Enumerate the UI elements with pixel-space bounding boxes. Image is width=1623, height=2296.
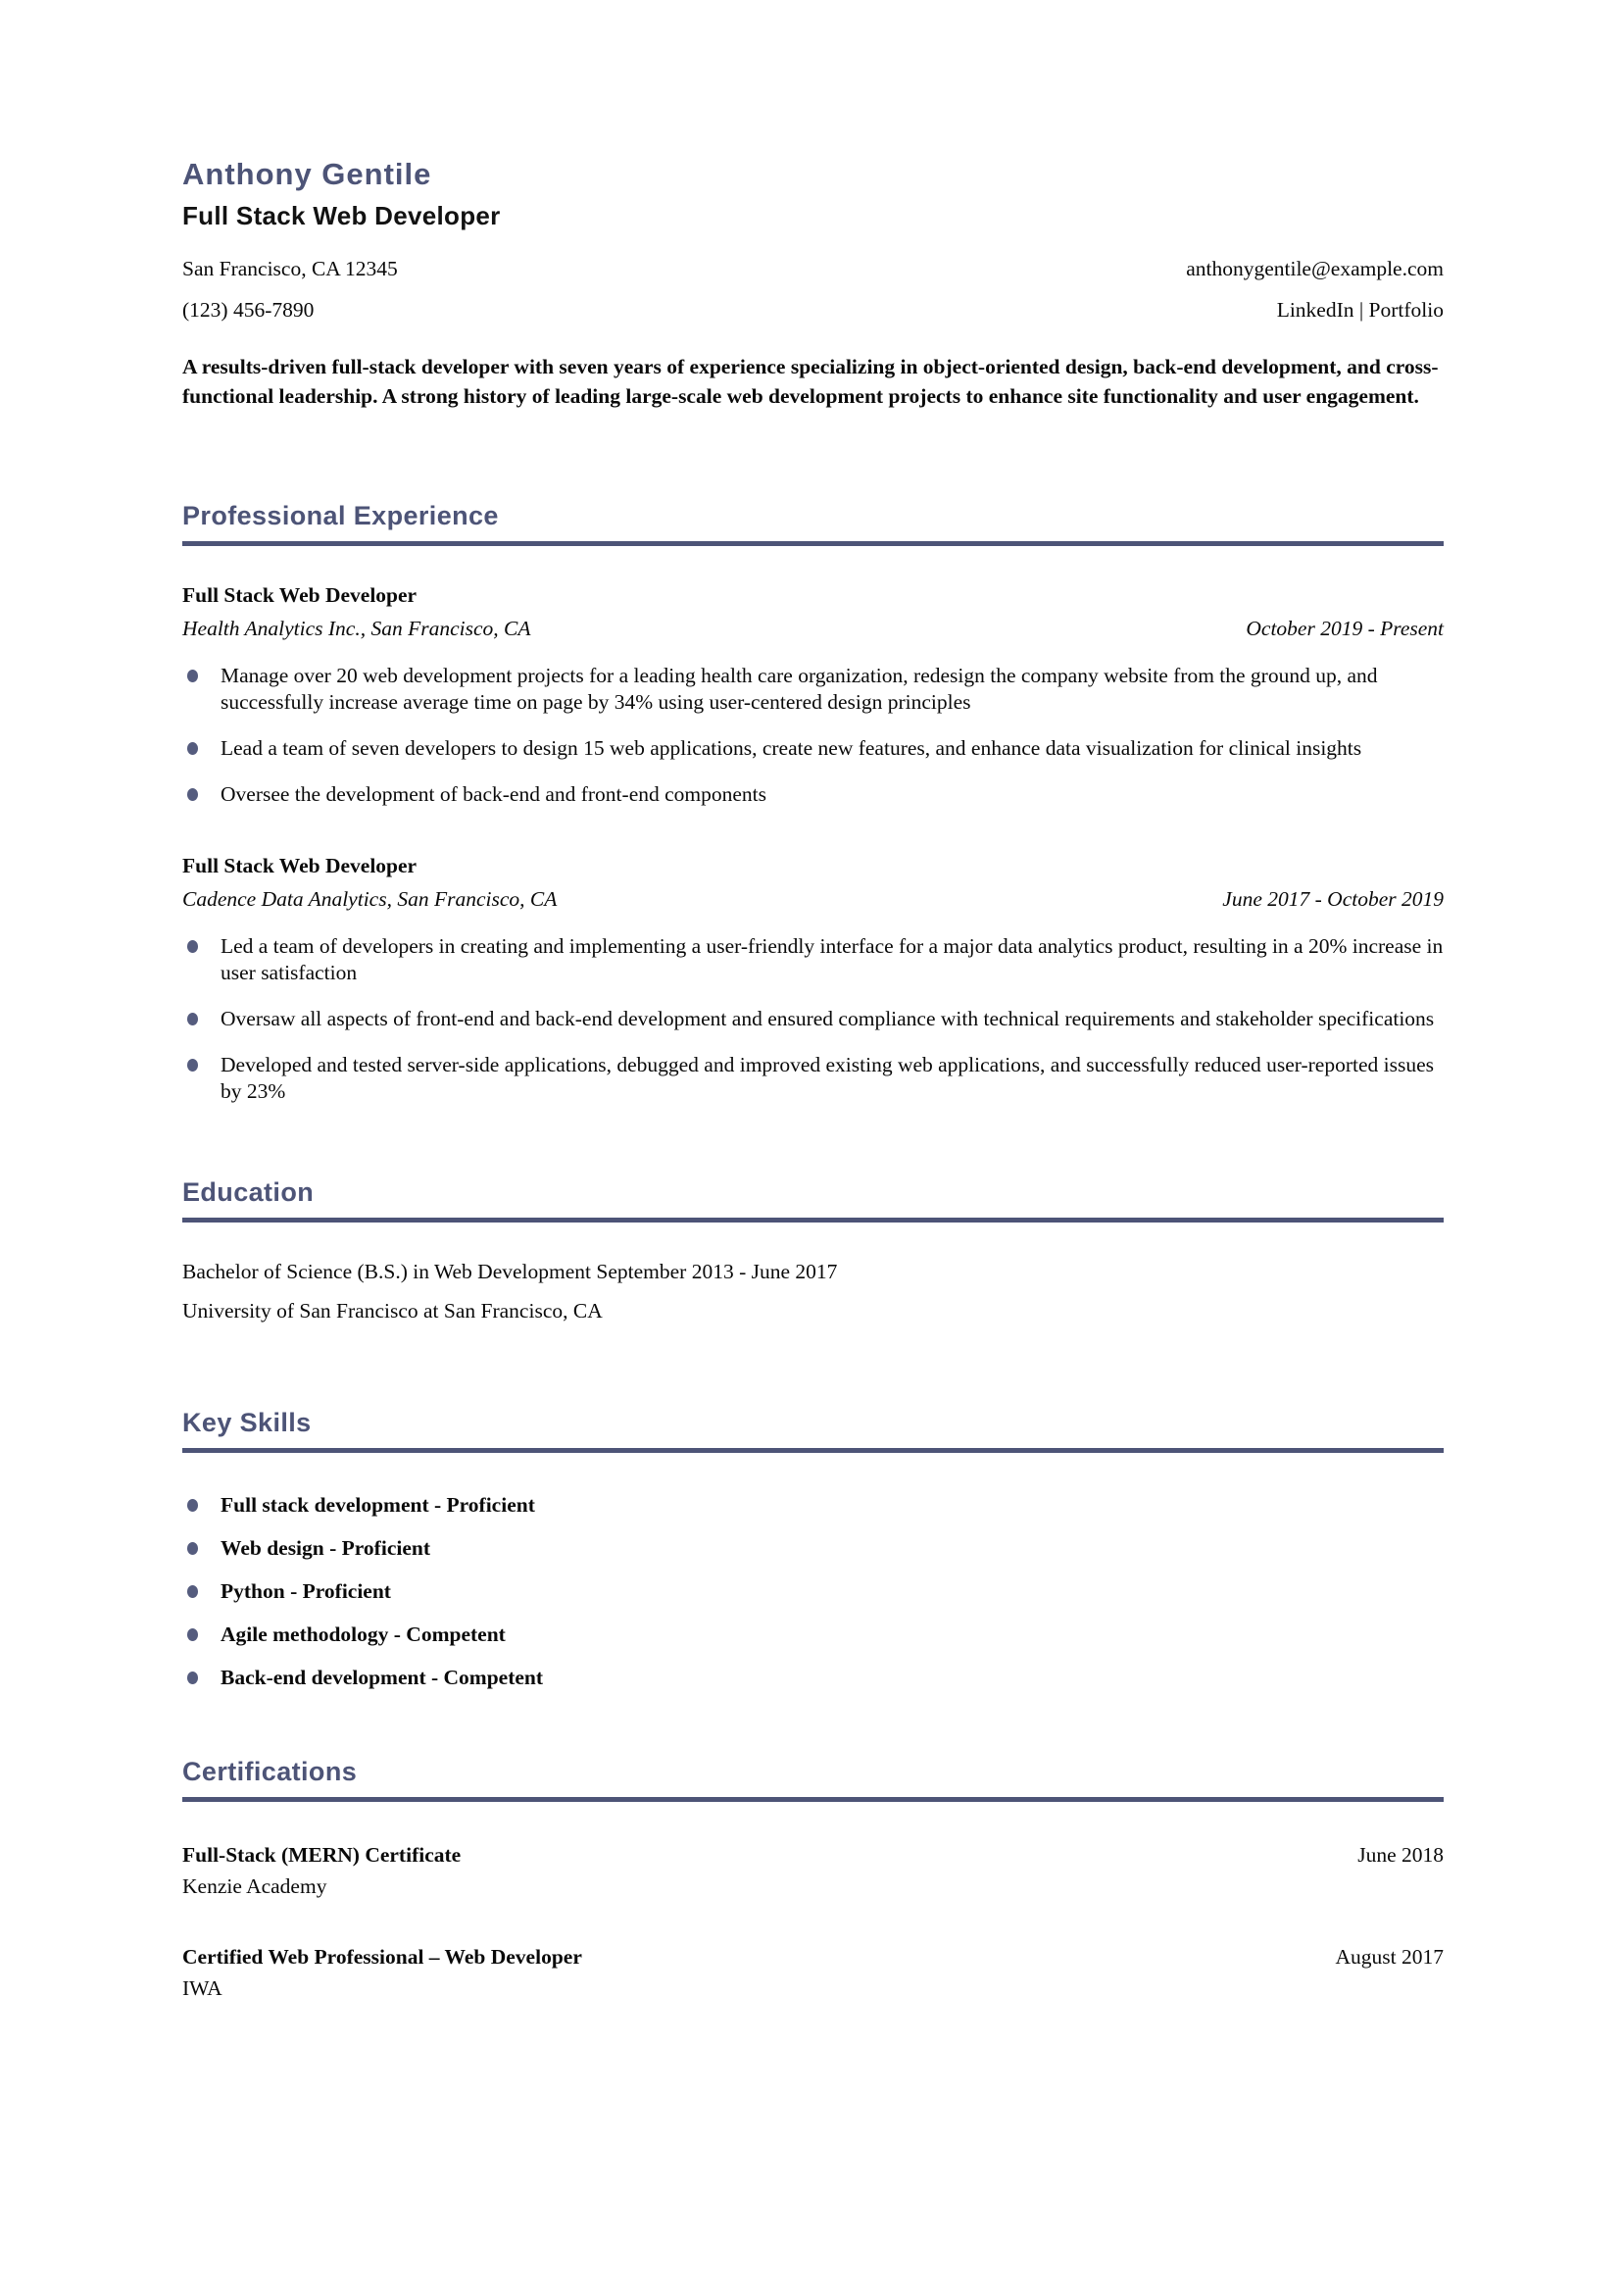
profile-links[interactable]: LinkedIn | Portfolio	[1276, 298, 1444, 322]
bullet-dot-icon	[187, 1013, 198, 1025]
contact-block	[182, 257, 1444, 323]
bullet-dot-icon	[187, 1628, 198, 1641]
education-heading: Education	[182, 1177, 1444, 1223]
bullet-text: Manage over 20 web development projects for a leading health care organization, redesign the company website from the ground up, and successfully increase average time on page by 34% using user-centered design principles	[221, 664, 1378, 714]
certification-head	[182, 1843, 1444, 1868]
skill-text: Full stack development - Proficient	[221, 1493, 535, 1517]
certifications-heading: Certifications	[182, 1757, 1444, 1802]
bullet-item	[182, 781, 1444, 808]
bullet-dot-icon	[187, 742, 198, 755]
bullet-item	[182, 933, 1444, 986]
resume-header	[182, 157, 1444, 411]
bullet-text: Led a team of developers in creating and implementing a user-friendly interface for a major data analytics product, resulting in a 20% increase in user satisfaction	[221, 934, 1444, 984]
bullet-item	[182, 735, 1444, 762]
job-entry	[182, 583, 1444, 808]
skill-item	[182, 1535, 1444, 1562]
skill-item	[182, 1622, 1444, 1648]
job-title: Full Stack Web Developer	[182, 854, 418, 877]
skills-list	[182, 1492, 1444, 1691]
job-meta	[182, 617, 1444, 641]
certification-entry	[182, 1843, 1444, 1899]
section-certifications	[182, 1757, 1444, 2001]
education-degree: Bachelor of Science (B.S.) in Web Development September 2013 - June 2017	[182, 1260, 838, 1283]
job-title: Full Stack Web Developer	[182, 583, 418, 607]
section-education	[182, 1177, 1444, 1323]
bullet-text: Oversee the development of back-end and front-end components	[221, 782, 767, 806]
certification-title: Full-Stack (MERN) Certificate	[182, 1843, 462, 1867]
certification-org: Kenzie Academy	[182, 1874, 327, 1898]
bullet-dot-icon	[187, 788, 198, 801]
skill-item	[182, 1665, 1444, 1691]
job-bullet-list	[182, 933, 1444, 1105]
bullet-text: Lead a team of seven developers to design 15 web applications, create new features, and enhance data visualization for clinical insights	[221, 736, 1362, 760]
bullet-item	[182, 1006, 1444, 1032]
certification-date: June 2018	[1357, 1843, 1444, 1867]
job-dates: June 2017 - October 2019	[1222, 887, 1444, 911]
job-company: Health Analytics Inc., San Francisco, CA	[182, 617, 531, 640]
certification-date: August 2017	[1335, 1945, 1444, 1969]
contact-email: anthonygentile@example.com	[1186, 257, 1444, 280]
section-professional-experience	[182, 501, 1444, 1105]
bullet-item	[182, 1052, 1444, 1105]
job-company: Cadence Data Analytics, San Francisco, CA	[182, 887, 558, 911]
certification-title: Certified Web Professional – Web Developer	[182, 1945, 582, 1969]
skill-text: Agile methodology - Competent	[221, 1622, 506, 1646]
bullet-item	[182, 663, 1444, 716]
professional-summary: A results-driven full-stack developer with seven years of experience specializing in object-oriented design, back-end development, and cross-functional leadership. A strong history of leading large-scale web development projects to enhance site functionality and user engagement.	[182, 355, 1439, 408]
certification-org: IWA	[182, 1976, 222, 2000]
contact-row-2	[182, 298, 1444, 323]
experience-heading: Professional Experience	[182, 501, 1444, 546]
bullet-dot-icon	[187, 670, 198, 682]
contact-location: San Francisco, CA 12345	[182, 257, 398, 280]
contact-row-1	[182, 257, 1444, 281]
skill-item	[182, 1578, 1444, 1605]
education-school: University of San Francisco at San Francisco, CA	[182, 1299, 603, 1323]
contact-phone: (123) 456-7890	[182, 298, 315, 322]
candidate-title: Full Stack Web Developer	[182, 201, 501, 230]
bullet-dot-icon	[187, 940, 198, 953]
bullet-text: Oversaw all aspects of front-end and back-end development and ensured compliance with technical requirements and stakeholder specifications	[221, 1007, 1435, 1030]
section-key-skills	[182, 1408, 1444, 1691]
job-entry	[182, 854, 1444, 1105]
skill-text: Python - Proficient	[221, 1579, 391, 1603]
bullet-dot-icon	[187, 1059, 198, 1072]
bullet-dot-icon	[187, 1499, 198, 1512]
skill-text: Back-end development - Competent	[221, 1666, 544, 1689]
certification-head	[182, 1945, 1444, 1970]
bullet-text: Developed and tested server-side applications, debugged and improved existing web applications, and successfully reduced user-reported issues by 23%	[221, 1053, 1434, 1103]
bullet-dot-icon	[187, 1542, 198, 1555]
certification-entry	[182, 1945, 1444, 2001]
skill-item	[182, 1492, 1444, 1519]
job-meta	[182, 887, 1444, 912]
job-dates: October 2019 - Present	[1246, 617, 1444, 640]
skill-text: Web design - Proficient	[221, 1536, 430, 1560]
job-bullet-list	[182, 663, 1444, 808]
bullet-dot-icon	[187, 1672, 198, 1684]
bullet-dot-icon	[187, 1585, 198, 1598]
skills-heading: Key Skills	[182, 1408, 1444, 1453]
candidate-name: Anthony Gentile	[182, 157, 432, 191]
